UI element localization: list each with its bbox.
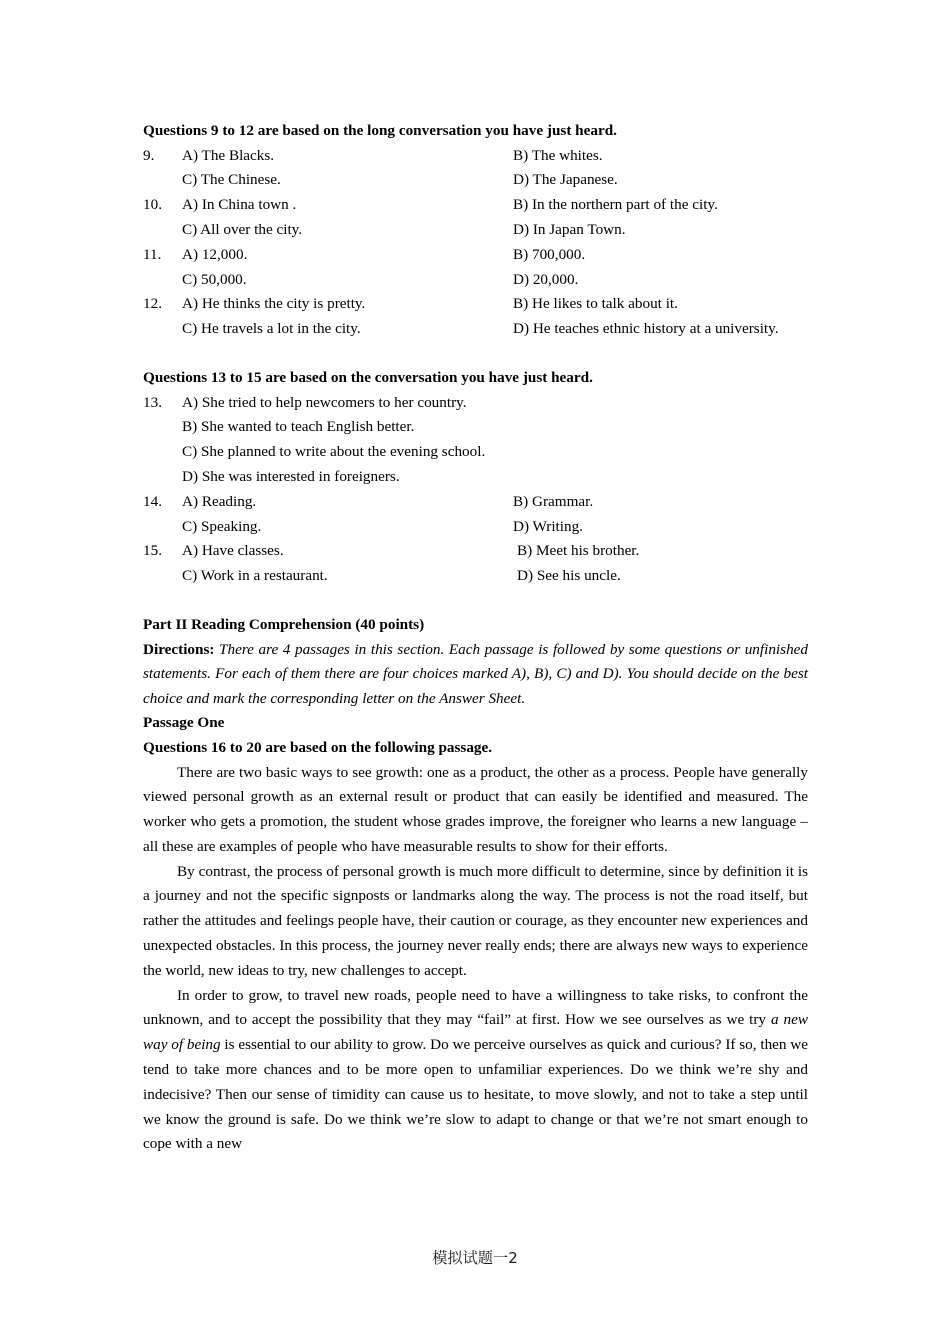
question-row: [143, 440, 808, 465]
option-a[interactable]: A) Have classes.: [182, 542, 284, 560]
part-two-title: Part II Reading Comprehension (40 points): [143, 615, 425, 633]
option-d[interactable]: D) In Japan Town.: [513, 220, 626, 238]
option-b[interactable]: B) In the northern part of the city.: [513, 196, 718, 214]
questions-9-12-heading: Questions 9 to 12 are based on the long conversation you have just heard.: [143, 122, 617, 139]
option-b[interactable]: B) He likes to talk about it.: [513, 295, 678, 313]
question-number: 12.: [143, 295, 162, 313]
passage-paragraph: [143, 860, 808, 984]
option-b[interactable]: B) She wanted to teach English better.: [182, 418, 415, 436]
question-number: 15.: [143, 542, 162, 560]
question-row: [143, 539, 808, 564]
option-d[interactable]: D) She was interested in foreigners.: [182, 467, 400, 485]
question-row: [143, 218, 808, 243]
question-number: 9.: [143, 146, 155, 164]
question-list-13-15: [143, 391, 808, 589]
question-number: 13.: [143, 393, 162, 411]
footer-text: 模拟试题一2: [432, 1249, 518, 1267]
option-d[interactable]: D) Writing.: [513, 517, 583, 535]
question-list-9-12: [143, 144, 808, 342]
question-row: [143, 415, 808, 440]
option-d[interactable]: D) The Japanese.: [513, 171, 618, 189]
question-number: 14.: [143, 492, 162, 510]
option-a[interactable]: A) In China town .: [182, 196, 297, 214]
option-a[interactable]: A) Reading.: [182, 492, 257, 510]
directions-text: There are 4 passages in this section. Each passage is followed by some questions or unfinished statements. For each of them there are four choices marked A), B), C) and D). You should decide on the best choice and mark the corresponding letter on the Answer Sheet.: [143, 640, 808, 707]
option-a[interactable]: A) The Blacks.: [182, 146, 275, 164]
option-c[interactable]: C) 50,000.: [182, 270, 247, 288]
question-row: [143, 144, 808, 169]
paragraph-text: In order to grow, to travel new roads, people need to have a willingness to take risks, to confront the unknown, and to accept the possibility that they may “fail” at first. How we see ourselves as we try: [143, 986, 808, 1029]
question-row: [143, 268, 808, 293]
option-b[interactable]: B) The whites.: [513, 146, 603, 164]
emphasized-phrase: a new way of being: [143, 1011, 808, 1054]
question-row: [143, 243, 808, 268]
option-d[interactable]: D) He teaches ethnic history at a university.: [513, 320, 779, 338]
question-row: [143, 391, 808, 416]
passage-label: Passage One: [143, 714, 225, 732]
option-c[interactable]: C) She planned to write about the evening school.: [182, 443, 486, 461]
option-a[interactable]: A) She tried to help newcomers to her country.: [182, 393, 467, 411]
option-c[interactable]: C) The Chinese.: [182, 171, 281, 189]
option-b[interactable]: B) Grammar.: [513, 492, 594, 510]
directions-block: [143, 638, 808, 712]
question-number: 10.: [143, 196, 162, 214]
questions-13-15-heading: Questions 13 to 15 are based on the conversation you have just heard.: [143, 368, 593, 386]
questions-16-20-heading: Questions 16 to 20 are based on the following passage.: [143, 738, 493, 756]
option-a[interactable]: A) He thinks the city is pretty.: [182, 295, 366, 313]
option-c[interactable]: C) He travels a lot in the city.: [182, 320, 361, 338]
document-page: [143, 0, 808, 1344]
option-c[interactable]: C) All over the city.: [182, 220, 303, 238]
option-c[interactable]: C) Work in a restaurant.: [182, 567, 328, 585]
passage-paragraph: [143, 984, 808, 1158]
question-row: [143, 564, 808, 589]
question-row: [143, 490, 808, 515]
paragraph-text: There are two basic ways to see growth: one as a product, the other as a process. People have generally viewed personal growth as an external result or product that can easily be identified and measured. The worker who gets a promotion, the student whose grades improve, the foreigner who learns a new language – all these are examples of people who have measurable results to show for their efforts.: [143, 763, 808, 855]
question-row: [143, 317, 808, 342]
question-row: [143, 515, 808, 540]
paragraph-text: By contrast, the process of personal growth is much more difficult to determine, since by definition it is a journey and not the specific signposts or landmarks along the way. The process is not the road itself, but rather the attitudes and feelings people have, their caution or courage, as they encounter new experiences and unexpected obstacles. In this process, the journey never really ends; there are always new ways to experience the world, new ideas to try, new challenges to accept.: [143, 862, 808, 979]
option-a[interactable]: A) 12,000.: [182, 245, 248, 263]
question-row: [143, 292, 808, 317]
question-row: [143, 465, 808, 490]
paragraph-text: is essential to our ability to grow. Do we perceive ourselves as quick and curious? If so, then we tend to take more chances and to be more open to unfamiliar experiences. Do we think we’re shy and indecisive? Then our sense of timidity can cause us to hesitate, to move slowly, and not to take a step until we know the ground is safe. Do we think we’re slow to adapt to change or that we’re not smart enough to cope with a new: [143, 1036, 808, 1153]
question-row: [143, 193, 808, 218]
option-b[interactable]: B) Meet his brother.: [517, 542, 640, 560]
option-c[interactable]: C) Speaking.: [182, 517, 262, 535]
question-number: 11.: [143, 245, 162, 263]
directions-label: Directions:: [143, 640, 215, 658]
page-footer: [0, 1248, 950, 1268]
option-d[interactable]: D) See his uncle.: [517, 567, 621, 585]
option-b[interactable]: B) 700,000.: [513, 245, 586, 263]
passage-paragraph: [143, 761, 808, 860]
option-d[interactable]: D) 20,000.: [513, 270, 579, 288]
question-row: [143, 168, 808, 193]
